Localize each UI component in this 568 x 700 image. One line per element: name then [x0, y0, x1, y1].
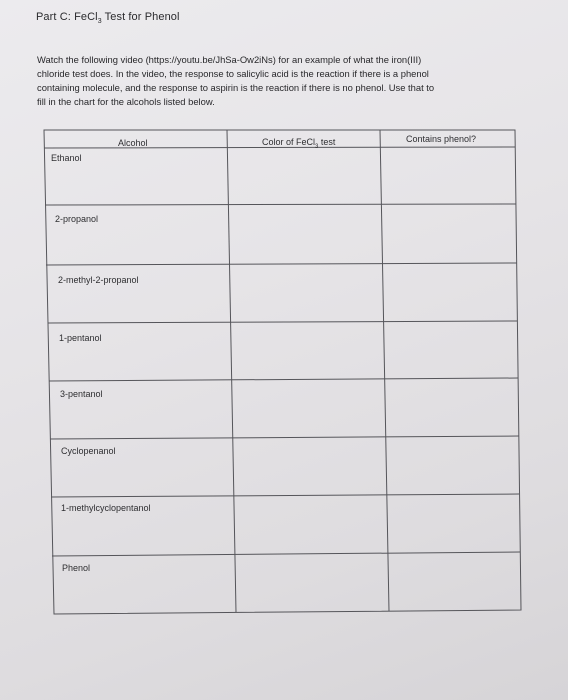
row-divider-7 [52, 552, 520, 556]
color-header-suffix: test [318, 137, 336, 147]
row-divider-4 [49, 378, 518, 381]
column-header-color [262, 137, 335, 150]
row-label-2-propanol: 2-propanol [55, 214, 99, 224]
row-divider-5 [50, 436, 519, 439]
row-label-1-pentanol: 1-pentanol [59, 333, 102, 343]
row-label-ethanol: Ethanol [51, 153, 82, 163]
column-divider-1 [227, 130, 236, 612]
color-header-subscript: 3 [315, 143, 319, 150]
color-header-prefix: Color of FeCl [262, 137, 316, 147]
column-header-alcohol: Alcohol [118, 138, 148, 148]
row-label-2-methyl-2-propanol: 2-methyl-2-propanol [58, 275, 139, 285]
table-border [44, 130, 521, 614]
title-suffix: Test for Phenol [101, 11, 180, 23]
row-divider-1 [45, 204, 516, 205]
row-divider-2 [46, 263, 517, 265]
column-divider-2 [380, 130, 389, 611]
title-subscript: 3 [97, 18, 102, 26]
row-label-phenol: Phenol [62, 563, 91, 573]
title-prefix: Part C: FeCl [36, 11, 98, 23]
column-header-contains-phenol: Contains phenol? [406, 134, 477, 144]
instructions-line-1: Watch the following video (https://youtu.be/JhSa-Ow2iNs) for an example of what the iron(III) [37, 54, 422, 65]
instructions-line-2: chloride test does. In the video, the response to salicylic acid is the reaction if there is a phenol [37, 68, 429, 79]
instructions-line-4: fill in the chart for the alcohols listed below. [37, 96, 215, 107]
row-label-1-methylcyclopentanol: 1-methylcyclopentanol [61, 503, 151, 513]
row-label-3-pentanol: 3-pentanol [60, 389, 103, 399]
row-divider-6 [51, 494, 519, 497]
instructions-line-3: containing molecule, and the response to aspirin is the reaction if there is no phenol. Use that to [37, 82, 435, 93]
row-label-cyclopenanol: Cyclopenanol [61, 446, 116, 456]
row-divider-3 [48, 321, 517, 323]
